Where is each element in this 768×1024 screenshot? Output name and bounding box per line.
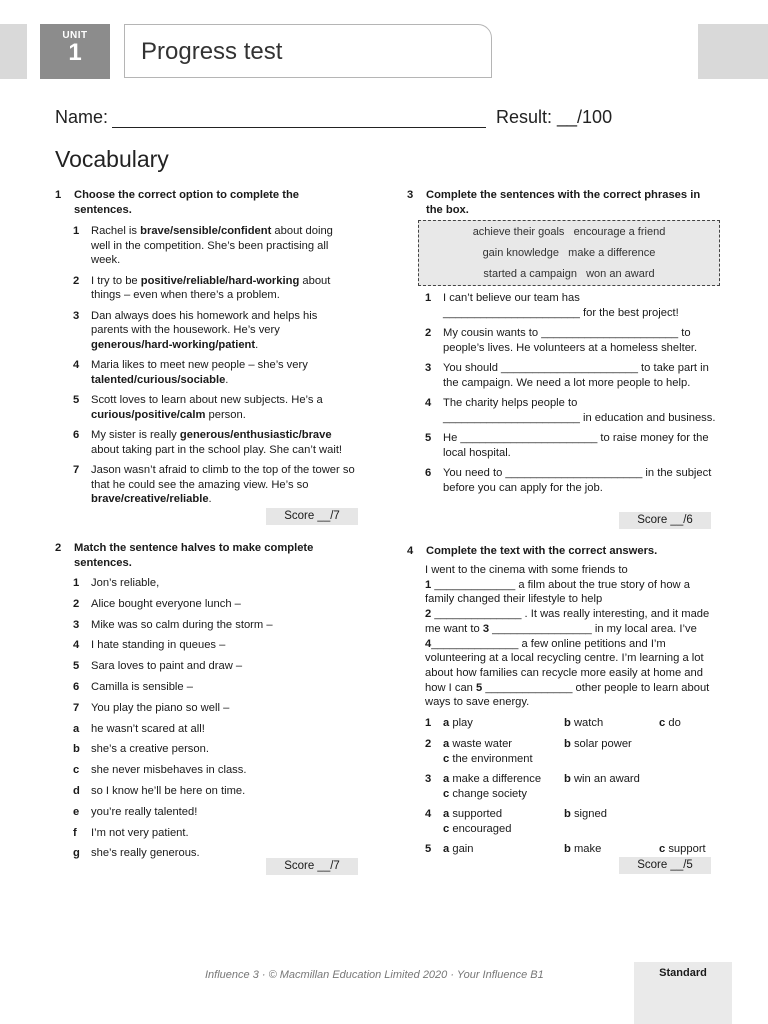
exercise-number: 2	[55, 542, 62, 554]
exercise-item	[55, 358, 355, 387]
item-text: I try to be positive/reliable/hard-working about things – even when there’s a problem.	[91, 274, 331, 301]
item-number: 4	[425, 397, 432, 409]
option-a: a supported	[443, 808, 503, 820]
item-text: You play the piano so well –	[91, 701, 230, 714]
option-c: c change society	[443, 787, 527, 800]
exercise-item	[55, 597, 355, 612]
item-text: Alice bought everyone lunch –	[91, 597, 241, 610]
item-number: 2	[73, 597, 80, 610]
level-badge	[634, 962, 732, 1024]
item-text: Scott loves to learn about new subjects. He’s a curious/positive/calm person.	[91, 394, 323, 421]
exercise-number: 3	[407, 189, 414, 201]
option-number: 5	[425, 843, 432, 855]
unit-badge	[40, 24, 110, 79]
exercise-number: 1	[55, 189, 62, 201]
exercise-item	[55, 576, 355, 591]
option-a: a make a difference	[443, 773, 542, 785]
exercise-item	[55, 784, 355, 799]
item-number: 4	[73, 359, 80, 371]
item-number: f	[73, 826, 77, 839]
phrase-box-line: achieve their goals encourage a friend	[472, 226, 666, 238]
result-label: Result: __/100	[496, 107, 613, 127]
item-text: Rachel is brave/sensible/confident about doing well in the competition. She’s been practising all week.	[91, 225, 333, 266]
section-title: Vocabulary	[55, 146, 169, 172]
item-text: Mike was so calm during the storm –	[91, 618, 273, 631]
item-text: she’s a creative person.	[91, 743, 209, 756]
option-number: 4	[425, 808, 432, 820]
item-text: I hate standing in queues –	[91, 639, 226, 652]
exercise-1-instruction	[55, 188, 355, 217]
instruction-text: Complete the sentences with the correct phrases in the box.	[426, 189, 701, 216]
instruction-text: Choose the correct option to complete the sentences.	[74, 189, 300, 216]
exercise-item	[407, 466, 717, 495]
exercise-item	[55, 224, 355, 268]
page-title: Progress test	[141, 38, 283, 65]
exercise-2-items	[55, 576, 355, 861]
item-number: 2	[425, 327, 432, 339]
item-number: e	[73, 805, 80, 818]
phrase-box	[418, 220, 720, 286]
unit-label: UNIT	[62, 30, 88, 41]
exercise-1	[55, 188, 355, 507]
exercise-item	[55, 763, 355, 778]
item-number: 7	[73, 464, 80, 476]
option-a: a waste water	[443, 738, 513, 750]
instruction-text: Complete the text with the correct answers.	[426, 545, 658, 557]
item-number: 5	[73, 394, 80, 406]
option-c: c encouraged	[443, 822, 512, 835]
exercise-3-score: Score __/6	[619, 512, 711, 529]
item-text: Jason wasn’t afraid to climb to the top of the tower so that he could see the amazing view. He’s so brave/creative/reliable.	[91, 464, 355, 505]
item-text: she’s really generous.	[91, 847, 200, 860]
item-number: 5	[73, 660, 80, 673]
item-number: 7	[73, 701, 80, 714]
item-text: so I know he’ll be here on time.	[91, 784, 246, 797]
phrase-box-line: gain knowledge make a difference	[482, 247, 656, 259]
exercise-item	[407, 431, 717, 460]
option-b: b signed	[564, 808, 607, 820]
exercise-number: 4	[407, 545, 414, 557]
option-a: a play	[443, 717, 473, 729]
option-b: b win an award	[564, 773, 640, 785]
exercise-item	[55, 638, 355, 653]
exercise-item	[55, 463, 355, 507]
option-a: a gain	[443, 843, 474, 855]
exercise-item	[55, 826, 355, 841]
exercise-item	[55, 428, 355, 457]
item-text: You should ______________________ to take part in the campaign. We need a lot more people to help.	[443, 362, 709, 389]
exercise-3-instruction	[407, 188, 717, 217]
unit-number: 1	[68, 39, 82, 66]
title-box	[124, 24, 492, 78]
exercise-item	[55, 659, 355, 674]
name-line	[112, 109, 486, 128]
option-number: 1	[425, 717, 432, 729]
exercise-4-score: Score __/5	[619, 857, 711, 874]
instruction-text: Match the sentence halves to make complete sentences.	[74, 542, 314, 569]
item-number: c	[73, 764, 80, 777]
exercise-item	[55, 309, 355, 353]
exercise-4-instruction	[407, 544, 717, 559]
item-text: I can’t believe our team has ______________________ for the best project!	[443, 292, 679, 319]
item-number: d	[73, 784, 80, 797]
item-number: 1	[73, 577, 80, 589]
option-c: c do	[659, 717, 681, 729]
item-text: He ______________________ to raise money for the local hospital.	[443, 432, 709, 459]
item-number: 2	[73, 274, 80, 287]
item-number: 1	[425, 292, 432, 304]
exercise-item	[55, 680, 355, 695]
header-tab-right	[698, 24, 768, 79]
exercise-3-heading	[407, 188, 717, 217]
option-number: 3	[425, 773, 432, 785]
item-number: 3	[425, 362, 432, 374]
item-text: you’re really talented!	[91, 805, 198, 818]
item-number: 4	[73, 639, 80, 652]
item-text: she never misbehaves in class.	[91, 764, 247, 777]
exercise-3	[407, 285, 717, 495]
option-c: c the environment	[443, 752, 533, 765]
item-text: You need to ______________________ in the subject before you can apply for the job.	[443, 467, 712, 494]
exercise-1-items	[55, 224, 355, 507]
item-number: 6	[73, 429, 80, 441]
item-text: My cousin wants to ______________________ to people’s lives. He volunteers at a homeless shelter.	[443, 327, 698, 354]
item-text: he wasn’t scared at all!	[91, 722, 205, 735]
exercise-item	[55, 722, 355, 737]
item-number: 1	[73, 225, 80, 237]
item-number: b	[73, 743, 80, 756]
option-b: b make	[564, 843, 602, 855]
item-number: 6	[73, 680, 80, 693]
exercise-item	[55, 701, 355, 716]
item-text: Dan always does his homework and helps his parents with the housework. He’s very generous/hard-working/patient.	[91, 309, 318, 351]
exercise-2	[55, 541, 355, 861]
exercise-4-heading	[407, 544, 717, 559]
exercise-item	[55, 742, 355, 757]
item-number: 3	[73, 309, 80, 322]
item-text: Sara loves to paint and draw –	[91, 660, 243, 673]
level-badge-label: Standard	[659, 967, 707, 979]
exercise-item	[55, 274, 355, 303]
item-number: 3	[73, 618, 80, 631]
item-number: g	[73, 847, 80, 860]
item-text: Maria likes to meet new people – she’s very talented/curious/sociable.	[91, 359, 308, 386]
item-number: 6	[425, 467, 432, 479]
option-c: c support	[659, 843, 706, 855]
header-tab-left	[0, 24, 27, 79]
exercise-item	[55, 618, 355, 633]
phrase-box-line: started a campaign won an award	[483, 268, 655, 280]
exercise-3-items	[407, 291, 717, 495]
exercise-item	[55, 393, 355, 422]
exercise-item	[407, 326, 717, 355]
item-text: Jon’s reliable,	[91, 577, 160, 589]
item-text: Camilla is sensible –	[91, 680, 193, 693]
exercise-2-score: Score __/7	[266, 858, 358, 875]
option-b: b solar power	[564, 738, 632, 750]
exercise-item	[407, 396, 717, 425]
item-number: 5	[425, 432, 432, 444]
exercise-2-instruction	[55, 541, 355, 570]
item-text: My sister is really generous/enthusiastic/brave about taking part in the school play. She can’t wait!	[91, 429, 343, 456]
exercise-item	[55, 805, 355, 820]
exercise-4-text: I went to the cinema with some friends to 1 _____________ a film about the true story of how a family changed their lifestyle to help 2 ______________ . It was really interesting, and it made me want to 3 ________________ in my local area. I’ve 4______________ a few online petitions and I’m volunteering at a local recycling centre. I’m learning a lot about how families can recycle more easily at home and how I can 5 ______________ other people to learn about ways to save energy.	[425, 564, 710, 709]
name-row	[55, 107, 486, 128]
name-label: Name:	[55, 107, 109, 127]
item-text: The charity helps people to ______________________ in education and business.	[443, 397, 716, 424]
item-text: I’m not very patient.	[91, 826, 189, 839]
option-number: 2	[425, 738, 432, 750]
exercise-item	[407, 291, 717, 320]
exercise-1-score: Score __/7	[266, 508, 358, 525]
item-number: a	[73, 722, 80, 735]
exercise-item	[407, 361, 717, 390]
option-b: b watch	[564, 717, 604, 729]
footer-copyright: Influence 3 · © Macmillan Education Limited 2020 · Your Influence B1	[205, 969, 544, 981]
